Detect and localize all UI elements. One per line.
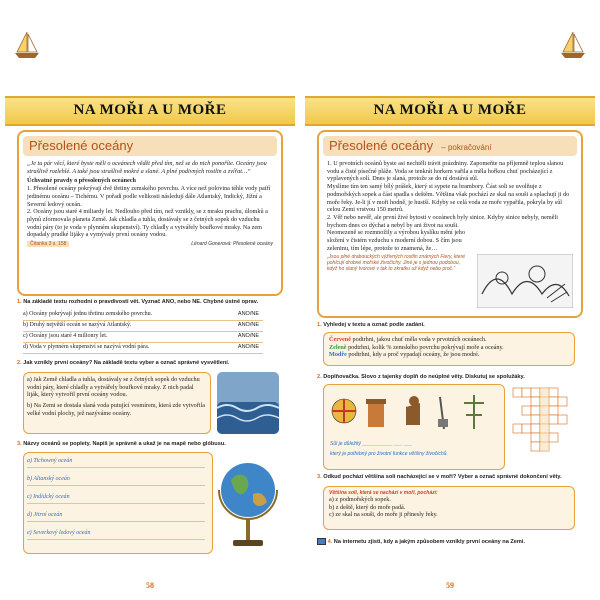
chapter-title: NA MOŘI A U MOŘE: [373, 102, 527, 118]
paragraph-2: 2. Věř nebo nevěř, ale první živé bytosti v oceánech byly sinice. Kdyby sinice nebyly, neměli bychom dnes co dýchat a nebyl by ani život na souši.: [327, 213, 558, 229]
task-4: 4. Na internetu zjisti, kdy a jakým způsobem vznikly první oceány na Zemi.: [317, 538, 525, 545]
task-2: 2. Doplňovačka. Slovo z tajenky doplň do neúplné věty. Diskutuj se spolužáky.: [317, 374, 525, 380]
ocean-name: e) Severkový ledový oceán: [27, 530, 91, 536]
card-subtitle: – pokračování: [439, 143, 492, 152]
paragraph-2b: Neomezeně se rozmnožily a výrobou kyslíku mění jeho složení v čistém vzduchu s moderní dobou. S čím jsou zeleninu, tím lépe, protože to znamená, že…: [327, 229, 465, 252]
chapter-banner: [305, 96, 595, 126]
tf-row[interactable]: [23, 322, 263, 332]
globe-image: [217, 450, 279, 554]
paragraph-1: 1. U prvotních oceánů byste asi nechtěli trávit prázdniny. Zapomeňte na příjemně teplou slanou vodu a čisté písečné pláže. Voda se tenkrát horkem vařila a měla hořkou chuť pocházející z vyplavených solí. Dnes je slaná, protože se do ní dostává sůl.: [327, 160, 564, 183]
yes-no-choice[interactable]: ANO/NE: [237, 322, 259, 328]
answer-line[interactable]: [27, 530, 205, 540]
picture-clues-box: [323, 384, 505, 470]
tf-row-text: b) Druhý největší oceán se nazývá Atlantský.: [23, 322, 132, 328]
yes-no-choice[interactable]: ANO/NE: [237, 311, 259, 317]
clue-pictures: [328, 389, 500, 437]
chapter-banner: [5, 96, 295, 126]
task-2-text: Doplňovačka. Slovo z tajenky doplň do neúplné věty. Diskutuj se spolužáky.: [323, 374, 525, 380]
answer-line[interactable]: [27, 458, 205, 468]
reader-ref: Čítanka 3 s. 158: [27, 241, 69, 247]
yes-no-choice[interactable]: ANO/NE: [237, 333, 259, 339]
rain-sea-image: [217, 372, 279, 434]
paragraph-1: 1. Přesolené oceány pokrývají dvě třetiny zemského povrchu. A více než polovina téhle vody patří jedinému oceánu – Tichému. V pořadí podle velikosti následují dále Atlantský, Indický, Jižní a Severní ledový oceán.: [27, 185, 271, 208]
task-3-text: Názvy oceánů se poplety. Napiš je správně a ukaž je na mapě nebo glóbusu.: [23, 441, 226, 447]
source-credit: Lénard Gonerová: Přesolené oceány: [191, 241, 273, 248]
answer-line[interactable]: [27, 494, 205, 504]
computer-icon: [317, 538, 326, 545]
ocean-name: d) Jitrní oceán: [27, 512, 63, 518]
ocean-name: a) Tichowný oceán: [27, 458, 73, 464]
tf-row-text: c) Oceány jsou staré 4 milionry let.: [23, 333, 108, 339]
choice-stem: Většina soli, která se nachází v moři, pochází:: [329, 490, 438, 496]
chapter-title: NA MOŘI A U MOŘE: [73, 102, 227, 118]
section-heading: Úchvatné pravdy o přesolených oceánech: [27, 177, 136, 185]
instruction-c: podtrhni, kdy a proč vypadají oceány, že jsou modré.: [346, 351, 480, 359]
answer-line[interactable]: [27, 512, 205, 522]
color-word-red: Červeně: [329, 336, 351, 343]
quote-text: „Jsou plné drabouckých výživných rostlin známých Fiery, které pohlcují drobné mořské živočichy. Jiné je s jednou podobou, když ho slaný tvorové v tak to zkratku už když nebo proč.“: [327, 254, 466, 273]
task-2: 2. Jak vznikly první oceány? Na základě textu vyber a označ správné vysvětlení.: [17, 360, 230, 366]
ocean-name: c) Indidcký oceán: [27, 494, 70, 500]
yes-no-choice[interactable]: ANO/NE: [237, 344, 259, 350]
answer-box: [23, 372, 211, 434]
answer-line[interactable]: [27, 476, 205, 486]
tf-row-text: d) Voda v plynném skupenství se nazývá vodní pára.: [23, 344, 150, 350]
card-title: Přesolené oceány: [29, 138, 134, 153]
task-3-text: Odkud pochází většina soli nacházející se v moři? Vyber a označ správné dokončení věty.: [323, 474, 562, 480]
incomplete-sentence[interactable]: Sůl je důležitý ___________ ___ ___: [330, 441, 413, 447]
option-a[interactable]: a) Jak Země chladla a tuhla, dostávaly se z četných sopek do vzduchu vodní páry, které chladly a vytvářely bouřkové mraky. Z nich padal liják, který vytvořil první oceány vodou.: [27, 376, 200, 399]
card-header: [23, 136, 277, 156]
sailboat-icon: [559, 30, 587, 60]
choice-box: [323, 486, 575, 530]
page-number: 58: [146, 581, 154, 590]
intro-text: „Je tu pár věcí, které byste měli o oceánech vědět před tím, než se do nich ponoříte. Oceány jsou strašlivě rozlehlé. A také jsou strašlivě mokré a slané. A plné podivných rostlin a zvířat…“: [27, 160, 267, 175]
tf-row[interactable]: [23, 344, 263, 354]
tf-row[interactable]: [23, 311, 263, 321]
page-number: 59: [446, 581, 454, 590]
instruction-a: podtrhni, jakou chuť měla voda v prvotních oceánech.: [351, 336, 487, 343]
reading-card: [317, 130, 583, 318]
task-1-text: Vyhledej v textu a označ podle zadání.: [323, 322, 425, 328]
paragraph-1b: Myslíme tím ten samý bílý prášek, který si sypete na brambory. Část soli se uvolňuje z podmořských sopek a část spadla s deštěm. Většina však pochází ze skal na souši a splachují ji do moře řeky. Je-li jí v moři hodně, je hustší. Kdyby se celá voda ze moře vypařila, pokryla by sůl celou Zemi vrstvou 150 metrů.: [327, 183, 570, 214]
choice-option[interactable]: a) z podmořských sopek.: [329, 496, 391, 503]
instructions-box: [323, 332, 575, 366]
task-3: 3. Názvy oceánů se poplety. Napiš je správně a ukaž je na mapě nebo glóbusu.: [17, 441, 226, 447]
sailboat-icon: [13, 30, 41, 60]
task-4-text: Na internetu zjisti, kdy a jakým způsobem vznikly první oceány na Zemi.: [333, 538, 525, 545]
ocean-name: b) Altanský oceán: [27, 476, 70, 482]
task-1: 1. Vyhledej v textu a označ podle zadání.: [317, 322, 425, 328]
page-59: [305, 60, 595, 600]
choice-option[interactable]: b) z deště, který do moře padá.: [329, 503, 406, 511]
tf-row-text: a) Oceány pokrývají jednu třetinu zemského povrchu.: [23, 311, 153, 317]
task-3: 3. Odkud pochází většina soli nacházející se v moři? Vyber a označ správné dokončení věty.: [317, 474, 562, 480]
tf-row[interactable]: [23, 333, 263, 343]
task-1: 1. Na základě textu rozhodni o pravdivosti vět. Vyznač ANO, nebo NE. Chybné ústně oprav.: [17, 299, 259, 305]
card-header: [323, 136, 577, 156]
choice-option[interactable]: c) ze skal na souši, do moře ji přinesly řeky.: [329, 511, 438, 519]
sentence-continuation: který je potřebný pro životní funkce většiny živočichů.: [330, 451, 448, 457]
ocean-creatures-illustration: [477, 254, 573, 308]
task-2-text: Jak vznikly první oceány? Na základě textu vyber a označ správné vysvětlení.: [23, 360, 230, 366]
page-58: [5, 60, 295, 600]
color-word-green: Zeleně: [329, 343, 347, 351]
color-word-blue: Modře: [329, 351, 347, 359]
crossword-grid[interactable]: [509, 384, 575, 468]
option-b[interactable]: b) Na Zemi se dostala slaná voda putující vesmírem, která zde vytvořila velké vodní plochy, jež nazýváme oceány.: [27, 402, 206, 417]
task-1-text: Na základě textu rozhodni o pravdivosti vět. Vyznač ANO, nebo NE. Chybné ústně oprav.: [23, 299, 259, 305]
instruction-b: podtrhni, kolik % zemského povrchu pokrývají moře a oceány.: [346, 343, 504, 351]
paragraph-2: 2. Oceány jsou staré 4 miliardy let. Nedlouho před tím, než vznikly, se z mraku prachu, úlomků a plynů zformovala planeta Země. Jak chladla a tuhla, dostávaly se z četných sopek do vzduchu vodní páry (to je voda v plynném skupenství). Ty chladly a vytvářely bouřkové mraky. Na zem dopadaly prudké lijáky a vymývaly první oceány vodou.: [27, 208, 268, 239]
card-title: Přesolené oceány: [329, 138, 434, 153]
reading-card: [17, 130, 283, 296]
